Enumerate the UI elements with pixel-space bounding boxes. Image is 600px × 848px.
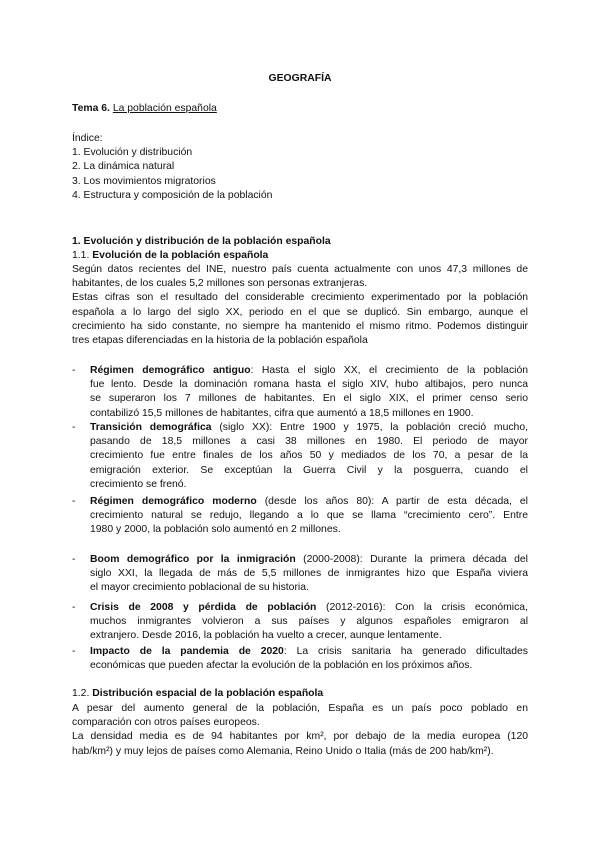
text-line: española a lo largo del siglo XX, periodo en el que se duplicó. Sin embargo, aunque el bbox=[72, 306, 528, 318]
text-line: (2000-2008): Durante la primera década del bbox=[295, 554, 528, 565]
subsection-number: 1.2. bbox=[72, 688, 90, 699]
text-line: extranjero. Desde 2016, la población ha vuelto a crecer, aunque lentamente. bbox=[90, 630, 442, 642]
text-line: La densidad media es de 94 habitantes por km², por debajo de la media europea (120 bbox=[72, 731, 528, 743]
text-line: siglo XXI, la llegada de más de 5,5 millones de inmigrantes hizo que España viviera bbox=[90, 568, 528, 580]
index-label: Índice: bbox=[72, 133, 103, 144]
text-line: crecimiento fue entre finales de los años 50 y mediados de los 70, a pesar de la bbox=[90, 450, 528, 462]
text-line: comparación con otros países europeos. bbox=[72, 717, 260, 729]
index-item: 2. La dinámica natural bbox=[72, 161, 175, 173]
tema-heading bbox=[72, 102, 217, 116]
text-line: : Hasta el siglo XX, el crecimiento de la población bbox=[250, 365, 529, 376]
bullet-dash: - bbox=[72, 602, 76, 613]
paragraph bbox=[72, 263, 528, 348]
bullet-term: Impacto de la pandemia de 2020 bbox=[90, 646, 284, 657]
bullet-item bbox=[72, 645, 529, 673]
text-line: muchos inmigrantes volvieron a sus países y algunos españoles emigraron al bbox=[90, 616, 528, 628]
text-line: contabilizó 15,5 millones de habitantes, cifra que aumentó a 18,5 millones en 1900. bbox=[90, 407, 474, 419]
text-line: fue lento. Desde la dominación romana hasta el siglo XIV, hubo altibajos, pero nunca bbox=[90, 379, 528, 391]
bullet-dash: - bbox=[72, 422, 76, 433]
text-line: (2012-2016): Con la crisis económica, bbox=[316, 602, 528, 613]
section-1-heading: 1. Evolución y distribución de la población española bbox=[72, 236, 331, 247]
bullet-item bbox=[72, 421, 528, 492]
bullet-dash: - bbox=[72, 554, 76, 565]
subsection-title: Distribución espacial de la población española bbox=[92, 688, 324, 699]
subsection-1-2-heading bbox=[72, 687, 323, 701]
text-line: crecimiento se frenó. bbox=[90, 478, 187, 490]
text-line: habitantes, de los cuales 5,2 millones son personas extranjeras. bbox=[72, 278, 368, 290]
tema-name: La población española bbox=[112, 103, 217, 114]
text-line: el mayor crecimiento poblacional de su historia. bbox=[90, 582, 309, 594]
text-line: crecimiento natural se redujo, llegando a lo que se llama “crecimiento cero”. Entre bbox=[90, 510, 528, 522]
subsection-number: 1.1. bbox=[72, 250, 90, 261]
bullet-item bbox=[72, 364, 529, 421]
text-line: crecimiento ha sido constante, no siempre ha mantenido el mismo ritmo. Podemos distinguir bbox=[72, 320, 528, 332]
bullet-term: Régimen demográfico antiguo bbox=[90, 365, 251, 376]
bullet-item bbox=[72, 495, 528, 538]
text-line: se superaron los 7 millones de habitantes. En el siglo XIX, el primer censo serio bbox=[90, 393, 528, 405]
text-line: 1980 y 2000, la población solo aumentó en 2 millones. bbox=[90, 524, 341, 536]
text-line: hab/km²) y muy lejos de países como Alemania, Reino Unido o Italia (más de 200 hab/km²). bbox=[72, 745, 494, 757]
bullet-item bbox=[72, 553, 528, 596]
paragraph bbox=[72, 702, 528, 759]
text-line: tres etapas diferenciadas en la historia de la población española bbox=[72, 335, 368, 347]
index-item: 4. Estructura y composición de la población bbox=[72, 189, 273, 201]
bullet-term: Crisis de 2008 y pérdida de población bbox=[90, 602, 317, 613]
text-line: A pesar del aumento general de la población, España es un país poco poblado en bbox=[72, 703, 528, 714]
index-item: 1. Evolución y distribución bbox=[72, 147, 193, 159]
bullet-term: Boom demográfico por la inmigración bbox=[90, 554, 296, 565]
bullet-dash: - bbox=[72, 496, 76, 507]
document-title: GEOGRAFÍA bbox=[268, 73, 332, 84]
subsection-1-1-heading bbox=[72, 249, 268, 263]
text-line: (siglo XX): Entre 1900 y 1975, la población creció mucho, bbox=[211, 422, 528, 433]
bullet-item bbox=[72, 601, 528, 644]
text-line: emigración exterior. Se exceptúan la Guerra Civil y la posguerra, cuando el bbox=[90, 464, 528, 476]
subsection-title: Evolución de la población española bbox=[92, 250, 269, 261]
bullet-dash: - bbox=[72, 365, 76, 376]
text-line: Según datos recientes del INE, nuestro país cuenta actualmente con unos 47,3 millones de bbox=[72, 264, 528, 275]
text-line: Estas cifras son el resultado del considerable crecimiento experimentado por la población bbox=[72, 292, 528, 304]
text-line: (desde los años 80): A partir de esta década, el bbox=[256, 496, 528, 507]
index-item: 3. Los movimientos migratorios bbox=[72, 175, 216, 187]
bullet-dash: - bbox=[72, 646, 76, 657]
text-line: económicas que pueden afectar la evolución de la población en los próximos años. bbox=[90, 660, 473, 672]
text-line: pasando de 18,5 millones a casi 38 millones en 1980. El periodo de mayor bbox=[90, 436, 528, 448]
bullet-term: Régimen demográfico moderno bbox=[90, 496, 257, 507]
tema-label: Tema 6. bbox=[72, 103, 110, 114]
text-line: : La crisis sanitaria ha generado dificultades bbox=[283, 646, 529, 657]
bullet-term: Transición demográfica bbox=[90, 422, 212, 433]
index-block bbox=[72, 132, 272, 203]
